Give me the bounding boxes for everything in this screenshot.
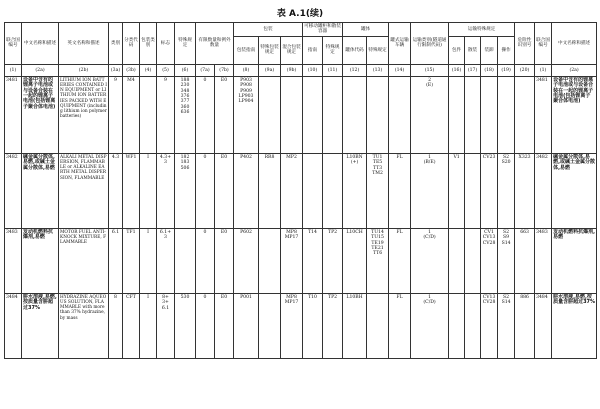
cell-cn-name: 肼水溶液,易燃,按质量含肼超过37%: [22, 293, 59, 358]
header-ts-package: 包件: [449, 36, 465, 64]
cell-special: 530: [175, 293, 196, 358]
col-number: (10): [303, 64, 323, 76]
header-un: 联合国编号: [5, 23, 22, 65]
header-pk-instr: 包装指南: [234, 36, 259, 64]
header-portable: 可移动罐柜和散装容器: [304, 24, 341, 35]
col-number: (2b): [59, 64, 109, 76]
col-number: (1): [5, 64, 22, 76]
col-number: (17): [465, 64, 481, 76]
cell-ts-bulk: [465, 153, 481, 228]
col-number: (1): [535, 64, 552, 76]
cell-pt-instr: [303, 76, 323, 153]
cell-cn-name-repeat: 碱金属分散体,易燃,或碱土金属分散体,易燃: [552, 153, 597, 228]
cell-ts-op: S2 S9 S14: [498, 228, 515, 293]
col-number: (18): [481, 64, 498, 76]
cell-ts-package: [449, 293, 465, 358]
col-number: (12): [343, 64, 367, 76]
cell-lq: 0: [196, 76, 215, 153]
cell-cn-name: 碱金属分散体,易燃,或碱土金属分散体,易燃: [22, 153, 59, 228]
cell-un-repeat: 3484: [535, 293, 552, 358]
cell-pt-special: [323, 76, 343, 153]
cell-mixed: MP8 MP17: [281, 293, 303, 358]
cell-lq: 0: [196, 228, 215, 293]
cell-ts-package: [449, 228, 465, 293]
cell-ts-bulk: [465, 76, 481, 153]
col-number: (5): [157, 64, 175, 76]
cell-class: 6.1: [109, 228, 123, 293]
cell-classification: CFT: [123, 293, 140, 358]
cell-ts-load: [481, 76, 498, 153]
cell-pt-special: [323, 153, 343, 228]
col-number: (14): [389, 64, 411, 76]
cell-lq: 0: [196, 293, 215, 358]
cell-un: 3482: [5, 153, 22, 228]
cell-transport-category: 1 (C/D): [411, 293, 449, 358]
cell-hazard-id: 663: [515, 228, 535, 293]
cell-en-name: MOTOR FUEL ANTI-KNOCK MIXTURE, FLAMMABLE: [59, 228, 109, 293]
col-number: (8): [234, 64, 259, 76]
table-row: [5, 76, 597, 153]
cell-packing-group: [140, 76, 157, 153]
col-number: (16): [449, 64, 465, 76]
col-number: (15): [411, 64, 449, 76]
col-number: (2a): [552, 64, 597, 76]
cell-ts-package: [449, 76, 465, 153]
cell-class: 4.3: [109, 153, 123, 228]
table-header: [5, 23, 597, 77]
col-number: (19): [498, 64, 515, 76]
cell-pk-instr: P402: [234, 153, 259, 228]
cell-pk-special: RR8: [259, 153, 281, 228]
dangerous-goods-table: [4, 22, 597, 359]
cell-labels: 9: [157, 76, 175, 153]
cell-ts-load: CV23: [481, 153, 498, 228]
cell-tank-special: TU1 TE5 TT3 TM2: [367, 153, 389, 228]
header-hazard-id: 危险性识别号: [515, 23, 535, 65]
cell-en-name: ALKALI METAL DISPERSION, FLAMMABLE or ALKALINE EARTH METAL DISPERSION, FLAMMABLE: [59, 153, 109, 228]
cell-cn-name: 设备中含有的锂离子电池或与设备合装在一起的锂离子电池(包括锂离子聚合体电池): [22, 76, 59, 153]
cell-class: 9: [109, 76, 123, 153]
col-number: (4): [140, 64, 157, 76]
cell-pt-instr: [303, 153, 323, 228]
header-ts-load: 装卸: [481, 36, 498, 64]
table-row: [5, 153, 597, 228]
cell-labels: 6.1+ 3: [157, 228, 175, 293]
cell-pk-special: [259, 76, 281, 153]
cell-labels: 8+ 3+ 6.1: [157, 293, 175, 358]
cell-special: 182 183 506: [175, 153, 196, 228]
cell-cn-name-repeat: 设备中含有的锂离子电池或与设备合装在一起的锂离子电池(包括锂离子聚合体电池): [552, 76, 597, 153]
header-cn-name: 中文名称和描述: [22, 23, 59, 65]
column-number-row: [5, 64, 597, 76]
cell-transport-category: 1 (B/E): [411, 153, 449, 228]
col-number: (6): [175, 64, 196, 76]
header-packaging: 包装: [234, 23, 303, 37]
header-classification: 分类代码: [123, 23, 140, 65]
cell-tank-code: L10BN (+): [343, 153, 367, 228]
cell-un-repeat: 3482: [535, 153, 552, 228]
cell-tank-code: L10CH: [343, 228, 367, 293]
cell-classification: M4: [123, 76, 140, 153]
cell-ts-package: V1: [449, 153, 465, 228]
table-row: [5, 228, 597, 293]
cell-ts-load: CV1 CV13 CV28: [481, 228, 498, 293]
cell-un: 3484: [5, 293, 22, 358]
header-vehicle: 罐式运输车辆: [389, 23, 411, 65]
col-number: (20): [515, 64, 535, 76]
cell-tank-special: TU14 TU15 TE19 TE21 TT6: [367, 228, 389, 293]
cell-cn-name-repeat: 发动机燃料抗爆剂,易燃: [552, 228, 597, 293]
cell-cn-name: 发动机燃料抗爆剂,易燃: [22, 228, 59, 293]
cell-eq: E0: [215, 228, 234, 293]
header-pt-instr: 指南: [303, 36, 323, 64]
col-number: (3b): [123, 64, 140, 76]
cell-vehicle: [389, 76, 411, 153]
cell-packing-group: I: [140, 228, 157, 293]
cell-en-name: LITHIUM ION BATTERIES CONTAINED IN EQUIPMENT or LITHIUM ION BATTERIES PACKED WITH EQUIPMENT (including lithium ion polymer batteries): [59, 76, 109, 153]
cell-special: [175, 228, 196, 293]
cell-mixed: MP2: [281, 153, 303, 228]
cell-ts-op: S2 S20: [498, 153, 515, 228]
cell-mixed: MP8 MP17: [281, 228, 303, 293]
cell-un-repeat: 3483: [535, 228, 552, 293]
cell-pk-special: [259, 228, 281, 293]
header-cn-name-repeat: 中文名称和描述: [552, 23, 597, 65]
cell-pt-instr: T14: [303, 228, 323, 293]
table-row: [5, 293, 597, 358]
header-packing-group: 包装类别: [140, 23, 157, 65]
header-tank-special: 特殊规定: [367, 36, 389, 64]
col-number: (3a): [109, 64, 123, 76]
header-en-name: 英文名称和描述: [59, 23, 109, 65]
cell-lq: 0: [196, 153, 215, 228]
header-special: 特殊规定: [175, 23, 196, 65]
cell-eq: E0: [215, 76, 234, 153]
cell-pt-special: TP2: [323, 228, 343, 293]
cell-mixed: [281, 76, 303, 153]
cell-labels: 4.3+ 3: [157, 153, 175, 228]
cell-tank-code: L10BH: [343, 293, 367, 358]
cell-packing-group: I: [140, 153, 157, 228]
cell-ts-bulk: [465, 293, 481, 358]
cell-hazard-id: X323: [515, 153, 535, 228]
cell-ts-op: [498, 76, 515, 153]
cell-transport-category: 1 (C/D): [411, 228, 449, 293]
header-class: 类别: [109, 23, 123, 65]
cell-transport-category: 2 (E): [411, 76, 449, 153]
cell-pt-instr: T10: [303, 293, 323, 358]
cell-special: 188 230 348 376 377 360 636: [175, 76, 196, 153]
cell-tank-special: [367, 293, 389, 358]
cell-tank-special: [367, 76, 389, 153]
header-limited: 有限数量和例外数量: [196, 23, 234, 65]
cell-pk-instr: P602: [234, 228, 259, 293]
header-tank-code: 罐体代码: [343, 36, 367, 64]
cell-tank-code: [343, 76, 367, 153]
cell-un: 3481: [5, 76, 22, 153]
header-ts-bulk: 散装: [465, 36, 481, 64]
cell-ts-bulk: [465, 228, 481, 293]
col-number: (9b): [281, 64, 303, 76]
table-title: 表 A.1(续): [276, 9, 324, 19]
cell-pt-special: TP2: [323, 293, 343, 358]
cell-cn-name-repeat: 肼水溶液,易燃,按质量含肼超过37%: [552, 293, 597, 358]
header-mixed: 混合包装规定: [281, 36, 303, 64]
col-number: (2a): [22, 64, 59, 76]
cell-eq: E0: [215, 293, 234, 358]
header-pt-special: 特殊规定: [323, 36, 343, 64]
cell-class: 8: [109, 293, 123, 358]
cell-un-repeat: 3481: [535, 76, 552, 153]
cell-vehicle: FL: [389, 293, 411, 358]
header-ts-op: 操作: [498, 36, 515, 64]
col-number: (7b): [215, 64, 234, 76]
cell-un: 3483: [5, 228, 22, 293]
cell-ts-op: S2 S14: [498, 293, 515, 358]
header-tank: 罐体: [343, 23, 389, 37]
cell-hazard-id: [515, 76, 535, 153]
cell-eq: E0: [215, 153, 234, 228]
col-number: (11): [323, 64, 343, 76]
cell-pk-instr: P903 P908 P909 LP903 LP904: [234, 76, 259, 153]
cell-vehicle: FL: [389, 153, 411, 228]
cell-pk-special: [259, 293, 281, 358]
col-number: (7a): [196, 64, 215, 76]
col-number: (13): [367, 64, 389, 76]
col-number: (9a): [259, 64, 281, 76]
cell-classification: WF1: [123, 153, 140, 228]
cell-classification: TF1: [123, 228, 140, 293]
header-transport-category: 运输类别(隧道通行限制代码): [411, 23, 449, 65]
header-pk-special: 特殊包装规定: [259, 36, 281, 64]
cell-ts-load: CV13 CV28: [481, 293, 498, 358]
cell-vehicle: FL: [389, 228, 411, 293]
cell-hazard-id: 886: [515, 293, 535, 358]
header-transport-special: 运输特殊规定: [449, 23, 515, 37]
header-labels: 标志: [157, 23, 175, 65]
cell-pk-instr: P001: [234, 293, 259, 358]
header-un-repeat: 联合国编号: [535, 23, 552, 65]
cell-en-name: HYDRAZINE AQUEOUS SOLUTION, FLAMMABLE with more than 37% hydrazine, by mass: [59, 293, 109, 358]
cell-packing-group: I: [140, 293, 157, 358]
